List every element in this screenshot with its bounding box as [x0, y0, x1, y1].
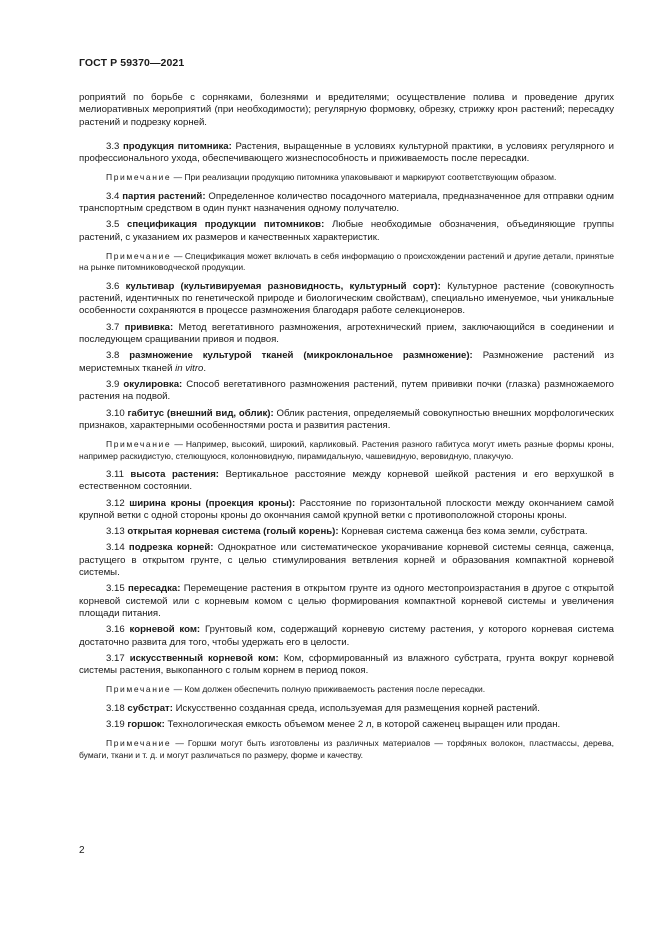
definition-text: Перемещение растения в открытом грунте из одного местопроизрастания в другое с открытой корневой системой или с корневым комом с целью формирования компактной корневой системы и увеличения площади питания. [79, 583, 614, 619]
definition-3-17 [79, 653, 614, 678]
definition-number: 3.8 [106, 350, 120, 362]
definition-text: Вертикальное расстояние между корневой шейкой растения и его верхушкой в естественном состоянии. [79, 468, 614, 493]
definition-term: прививка: [124, 321, 174, 333]
definition-3-12 [79, 498, 614, 523]
definition-number: 3.9 [106, 378, 120, 390]
definition-term: открытая корневая система (голый корень): [127, 526, 339, 538]
definition-term: искусственный корневой ком: [129, 652, 279, 664]
definition-3-19 [79, 719, 614, 731]
definition-text: Любые необходимые обозначения, объединяющие группы растений, с указанием их размеров и качественных характеристик. [79, 219, 614, 243]
definition-3-6 [79, 281, 614, 318]
definition-number: 3.7 [106, 321, 120, 333]
definition-3-11 [79, 469, 614, 494]
definition-3-8 [79, 350, 614, 375]
note-text: — Горшки могут быть изготовлены из различных материалов — торфяных волокон, пластмассы, дерева, бумаги, ткани и т. д. и могут различаться по размеру, форме и качеству. [79, 738, 614, 760]
note-3-19 [79, 738, 614, 761]
definition-text: Корневая система саженца без кома земли, субстрата. [341, 526, 588, 538]
definition-3-14 [79, 542, 614, 579]
document-body [79, 92, 614, 768]
definition-text: Культурное растение (совокупность растений, идентичных по генетической природе и биологическим свойствам), специально именуемое, чьи уникальные особенности сохраняются в процессе размножения благодаря работе селекционеров. [79, 280, 614, 317]
note-label: Примечание [106, 684, 172, 695]
definition-text: Размножение растений из меристемных тканей [79, 350, 614, 374]
definition-number: 3.6 [106, 280, 120, 292]
note-3-3 [79, 172, 614, 183]
definition-text: Определенное количество посадочного материала, предназначенное для отправки одним транспортным средством в один пункт назначения одному получателю. [79, 190, 614, 215]
definition-3-3 [79, 141, 614, 166]
definition-term: подрезка корней: [128, 542, 214, 554]
note-text: — Например, высокий, широкий, карликовый. Растения разного габитуса могут иметь разные формы кроны, например раскидистую, стелющуюся, колонновидную, пирамидальную, чашевидную, веровидную, плакучую. [79, 439, 614, 461]
definition-end: . [203, 362, 207, 374]
definition-term: габитус (внешний вид, облик): [127, 407, 274, 419]
definition-text: Ком, сформированный из влажного субстрата, грунта вокруг корневой системы растения, выкопанного с голым корнем в период покоя. [79, 652, 615, 677]
definition-term: пересадка: [128, 583, 181, 595]
definition-text: Грунтовый ком, содержащий корневую систему растения, у которого корневая система достаточно развита для того, чтобы удержать его в целости. [79, 624, 614, 648]
definition-3-13 [79, 526, 614, 538]
definition-number: 3.3 [106, 140, 120, 152]
definition-term: горшок: [127, 719, 165, 731]
definition-text: Способ вегетативного размножения растений, путем прививки почки (глазка) размножаемого растения на подвой. [79, 378, 614, 403]
definition-3-16 [79, 624, 614, 649]
definition-3-10 [79, 408, 614, 433]
definition-3-15 [79, 583, 614, 620]
definition-number: 3.16 [106, 624, 125, 636]
continuation-paragraph: роприятий по борьбе с сорняками, болезнями и вредителями; осуществление полива и проведение других мелиоративных мероприятий (при необходимости); регулярную формовку, обрезку, стрижку крон растений; пересадку растений и подрезку корней. [79, 92, 614, 128]
definition-text: Расстояние по горизонтальной плоскости между окончанием самой крупной ветки с одной стороны кроны до окончания самой крупной ветки с противоположной стороны кроны. [79, 497, 614, 521]
definition-number: 3.11 [106, 468, 124, 480]
definition-number: 3.18 [106, 702, 125, 714]
note-text: — При реализации продукцию питомника упаковывают и маркируют соответствующим образом. [173, 172, 557, 183]
definition-number: 3.4 [106, 190, 120, 202]
note-label: Примечание [106, 172, 172, 183]
definition-term: окулировка: [123, 378, 183, 390]
note-label: Примечание [106, 439, 172, 450]
note-3-5 [79, 251, 614, 274]
definition-text: Искусственно созданная среда, используемая для размещения корней растений. [175, 702, 540, 714]
document-header: ГОСТ Р 59370—2021 [79, 57, 185, 69]
definition-term: партия растений: [122, 190, 206, 202]
definition-text: Однократное или систематическое укорачивание корневой системы сеянца, саженца, растущего в открытом грунте, с целью стимулирования ветвления корней и образования компактной корневой системы. [79, 542, 614, 579]
definition-3-18 [79, 703, 614, 715]
note-3-10 [79, 439, 614, 462]
definition-term: спецификация продукции питомников: [127, 219, 325, 231]
definition-term: ширина кроны (проекция кроны): [129, 497, 296, 509]
note-label: Примечание [106, 738, 172, 749]
definition-number: 3.14 [106, 542, 125, 554]
definition-number: 3.19 [106, 719, 125, 731]
definition-3-7 [79, 322, 614, 347]
definition-term: субстрат: [127, 702, 173, 714]
definition-text: Метод вегетативного размножения, агротехнический прием, заключающийся в соединении и последующем сращивании привоя и подвоя. [79, 321, 615, 346]
definition-number: 3.12 [106, 497, 125, 509]
note-label: Примечание [106, 251, 172, 262]
definition-term: размножение культурой тканей (микроклональное размножение): [129, 350, 473, 362]
definition-number: 3.17 [106, 652, 125, 664]
definition-text: Растения, выращенные в условиях культурной практики, в условиях регулярного и профессионального ухода, обеспечивающего жизнеспособность и приживаемость после пересадки. [79, 140, 614, 165]
definition-text: Облик растения, определяемый совокупностью внешних морфологических признаков, характерными особенностями роста и развития растения. [79, 407, 614, 431]
definition-number: 3.10 [106, 407, 125, 419]
definition-term: корневой ком: [129, 624, 201, 636]
definition-italic: in vitro [175, 362, 204, 374]
definition-number: 3.13 [106, 526, 125, 538]
page-number: 2 [79, 845, 85, 856]
definition-number: 3.15 [106, 583, 125, 595]
definition-3-9 [79, 379, 614, 404]
definition-term: высота растения: [130, 468, 219, 480]
note-3-17 [79, 684, 614, 695]
definition-term: культивар (культивируемая разновидность, культурный сорт): [125, 280, 441, 292]
note-text: — Ком должен обеспечить полную приживаемость растения после пересадки. [173, 684, 486, 695]
definition-3-4 [79, 191, 614, 216]
definition-term: продукция питомника: [122, 140, 232, 152]
definition-3-5 [79, 219, 614, 244]
definition-number: 3.5 [106, 219, 120, 231]
definition-text: Технологическая емкость объемом менее 2 л, в которой саженец выращен или продан. [167, 719, 561, 731]
note-text: — Спецификация может включать в себя информацию о происхождении растений и другие детали, принятые на рынке питомниководческой продукции. [79, 251, 614, 273]
